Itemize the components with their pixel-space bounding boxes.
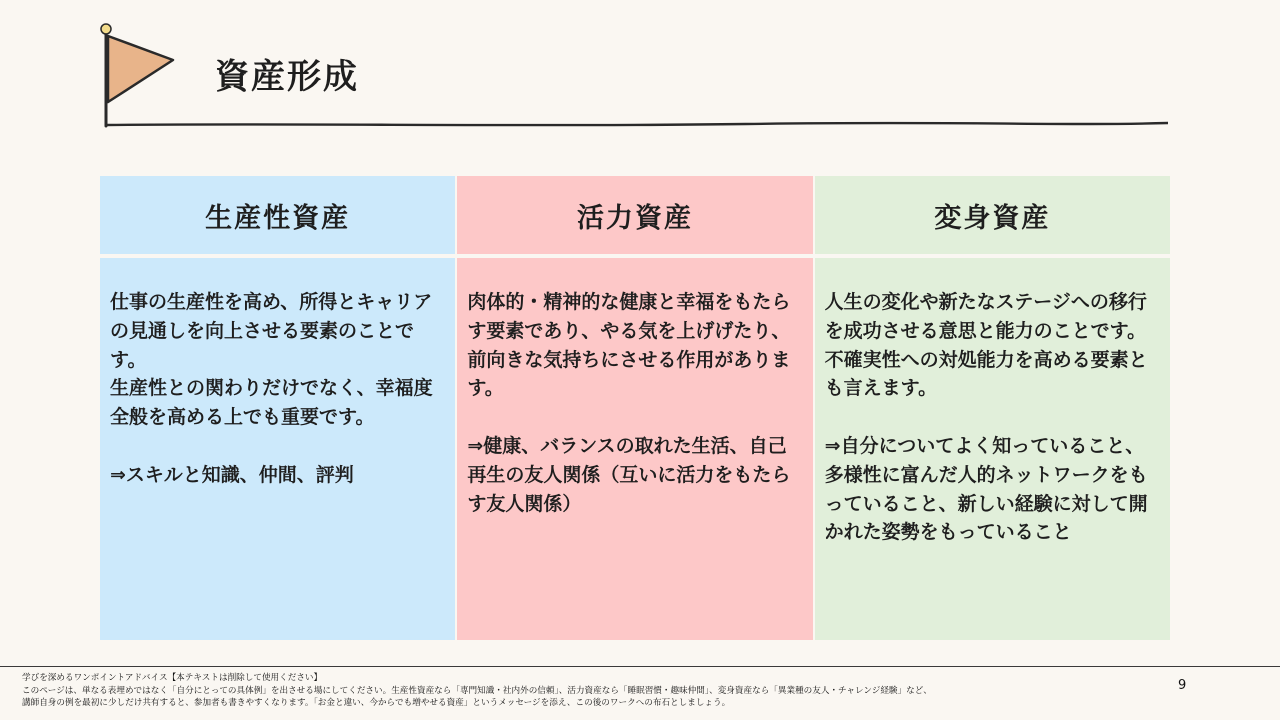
- heading-vitality-assets: 活力資産: [457, 176, 812, 254]
- speaker-note: [22, 672, 1172, 710]
- heading-productive-assets: 生産性資産: [100, 176, 455, 254]
- heading-transformational-assets: 変身資産: [815, 176, 1170, 254]
- page-number: 9: [1178, 678, 1187, 693]
- speaker-note-heading: 学びを深めるワンポイントアドバイス【本テキストは削除して使用ください】: [22, 673, 323, 683]
- body-vitality-assets: 肉体的・精神的な健康と幸福をもたらす要素であり、やる気を上げげたり、前向きな気持ちにさせる作用があります。 ⇒健康、バランスの取れた生活、自己再生の友人関係（互いに活力をもたらす友人関係）: [457, 258, 812, 640]
- title-underline: [106, 116, 1168, 132]
- body-transformational-assets: 人生の変化や新たなステージへの移行を成功させる意思と能力のことです。 不確実性への対処能力を高める要素とも言えます。 ⇒自分についてよく知っていること、多様性に富んだ人的ネットワークをもっていること、新しい経験に対して開かれた姿勢をもっていること: [815, 258, 1170, 640]
- footer-divider: [0, 666, 1280, 667]
- speaker-note-body: このページは、単なる表埋めではなく「自分にとっての具体例」を出させる場にしてください。生産性資産なら「専門知識・社内外の信頼」、活力資産なら「睡眠習慣・趣味仲間」、変身資産なら「異業種の友人・チャレンジ経験」など、 講師自身の例を最初に少しだけ共有すると、参加者も書きやすくなります。「お金と違い、今からでも増やせる資産」というメッセージを添え、この後のワークへの布石としましょう。: [22, 685, 932, 709]
- asset-table: [100, 176, 1170, 640]
- slide-title: 資産形成: [215, 57, 359, 97]
- body-productive-assets: 仕事の生産性を高め、所得とキャリアの見通しを向上させる要素のことです。 生産性との関わりだけでなく、幸福度全般を高める上でも重要です。 ⇒スキルと知識、仲間、評判: [100, 258, 455, 640]
